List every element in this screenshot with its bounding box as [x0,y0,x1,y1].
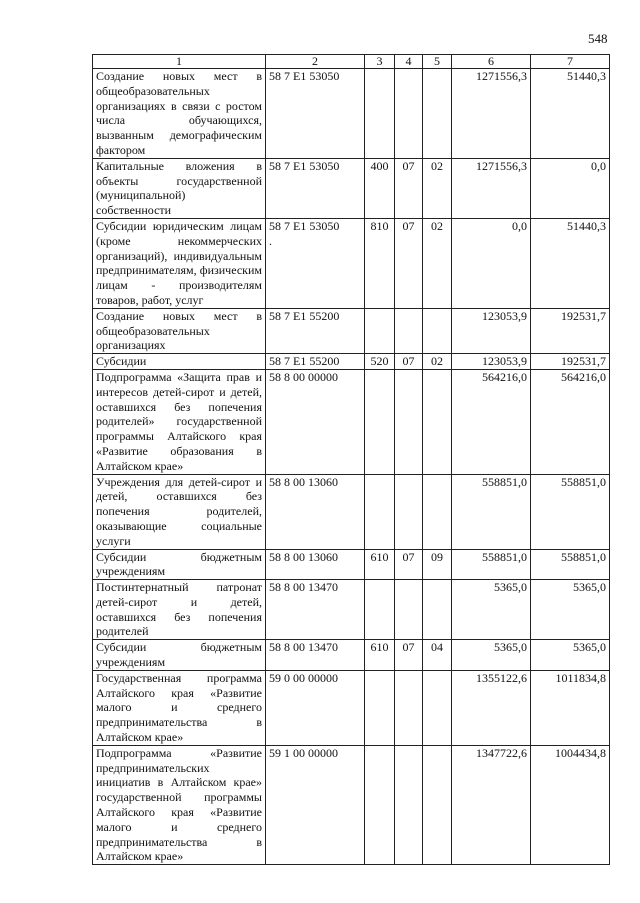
row-subsection [423,745,452,864]
header-row [93,55,610,69]
header-col-6: 6 [452,55,531,69]
row-section: 07 [395,158,423,218]
row-amount-col7: 1011834,8 [531,670,610,745]
row-name: Субсидии бюджетным учреждениям [93,549,266,580]
table-row [93,745,610,864]
row-name: Учреждения для детей-сирот и детей, оставшихся без попечения родителей, оказывающие социальные услуги [93,474,266,549]
header-col-7: 7 [531,55,610,69]
row-name: Создание новых мест в общеобразовательных организациях [93,308,266,353]
row-subsection [423,69,452,159]
row-name: Субсидии юридическим лицам (кроме некоммерческих организаций), индивидуальным предпринимателям, физическим лицам - производителям товаров, работ, услуг [93,218,266,308]
table-row [93,218,610,308]
row-amount-col7: 51440,3 [531,69,610,159]
row-section: 07 [395,354,423,370]
row-amount-col6: 5365,0 [452,580,531,640]
table-row [93,549,610,580]
row-amount-col6: 123053,9 [452,308,531,353]
row-amount-col6: 1271556,3 [452,158,531,218]
row-amount-col6: 1347722,6 [452,745,531,864]
row-subsection [423,580,452,640]
row-amount-col6: 558851,0 [452,474,531,549]
row-section [395,69,423,159]
row-expense-type: 400 [365,158,395,218]
row-expense-type: 520 [365,354,395,370]
row-expense-type [365,474,395,549]
row-expense-type: 610 [365,549,395,580]
header-col-3: 3 [365,55,395,69]
row-target-article: 58 8 00 13060 [266,549,365,580]
row-name: Капитальные вложения в объекты государственной (муниципальной) собственности [93,158,266,218]
row-expense-type [365,369,395,474]
row-section [395,745,423,864]
row-subsection: 02 [423,218,452,308]
table-row [93,640,610,671]
row-section [395,580,423,640]
row-amount-col7: 1004434,8 [531,745,610,864]
row-expense-type: 810 [365,218,395,308]
header-col-4: 4 [395,55,423,69]
row-section [395,308,423,353]
table-row [93,158,610,218]
row-amount-col7: 192531,7 [531,354,610,370]
row-target-article: 59 0 00 00000 [266,670,365,745]
row-name: Создание новых мест в общеобразовательных организациях в связи с ростом числа обучающихся, вызванным демографическим фактором [93,69,266,159]
row-target-article: 58 8 00 13470 [266,640,365,671]
row-subsection: 02 [423,354,452,370]
row-section [395,474,423,549]
row-amount-col6: 5365,0 [452,640,531,671]
table-row [93,69,610,159]
table-row [93,369,610,474]
table-row [93,670,610,745]
row-subsection [423,474,452,549]
table-row [93,354,610,370]
row-target-article: 58 8 00 13060 [266,474,365,549]
page-number: 548 [588,31,608,46]
header-col-1: 1 [93,55,266,69]
row-expense-type [365,670,395,745]
row-amount-col7: 564216,0 [531,369,610,474]
row-name: Государственная программа Алтайского края «Развитие малого и среднего предпринимательства в Алтайском крае» [93,670,266,745]
row-amount-col6: 564216,0 [452,369,531,474]
row-section: 07 [395,218,423,308]
row-subsection: 09 [423,549,452,580]
row-subsection [423,670,452,745]
row-amount-col7: 0,0 [531,158,610,218]
row-amount-col7: 5365,0 [531,580,610,640]
row-amount-col7: 51440,3 [531,218,610,308]
row-target-article: 58 7 E1 53050 [266,158,365,218]
table-row [93,474,610,549]
row-subsection: 04 [423,640,452,671]
row-amount-col6: 1271556,3 [452,69,531,159]
row-amount-col6: 1355122,6 [452,670,531,745]
row-name: Субсидии [93,354,266,370]
header-col-5: 5 [423,55,452,69]
row-amount-col7: 558851,0 [531,549,610,580]
row-amount-col7: 558851,0 [531,474,610,549]
row-expense-type [365,69,395,159]
row-subsection [423,369,452,474]
row-name: Постинтернатный патронат детей-сирот и детей, оставшихся без попечения родителей [93,580,266,640]
row-target-article: 58 8 00 00000 [266,369,365,474]
table-row [93,308,610,353]
row-expense-type [365,580,395,640]
row-target-article: 58 7 E1 55200 [266,308,365,353]
row-amount-col6: 123053,9 [452,354,531,370]
row-section [395,369,423,474]
row-section: 07 [395,549,423,580]
row-amount-col6: 0,0 [452,218,531,308]
row-section: 07 [395,640,423,671]
row-target-article: 58 7 E1 53050 [266,69,365,159]
row-expense-type [365,745,395,864]
row-name: Субсидии бюджетным учреждениям [93,640,266,671]
header-col-2: 2 [266,55,365,69]
row-name: Подпрограмма «Развитие предпринимательских инициатив в Алтайском крае» государственной программы Алтайского края «Развитие малого и среднего предпринимательства в Алтайском крае» [93,745,266,864]
row-subsection: 02 [423,158,452,218]
row-expense-type [365,308,395,353]
row-target-article: 58 7 E1 55200 [266,354,365,370]
budget-table [92,54,610,865]
row-amount-col7: 192531,7 [531,308,610,353]
row-target-article: 58 8 00 13470 [266,580,365,640]
row-section [395,670,423,745]
row-amount-col6: 558851,0 [452,549,531,580]
row-target-article: 58 7 E1 53050 . [266,218,365,308]
row-target-article: 59 1 00 00000 [266,745,365,864]
row-subsection [423,308,452,353]
table-row [93,580,610,640]
row-expense-type: 610 [365,640,395,671]
row-name: Подпрограмма «Защита прав и интересов детей-сирот и детей, оставшихся без попечения родителей» государственной программы Алтайского края «Развитие образования в Алтайском крае» [93,369,266,474]
row-amount-col7: 5365,0 [531,640,610,671]
